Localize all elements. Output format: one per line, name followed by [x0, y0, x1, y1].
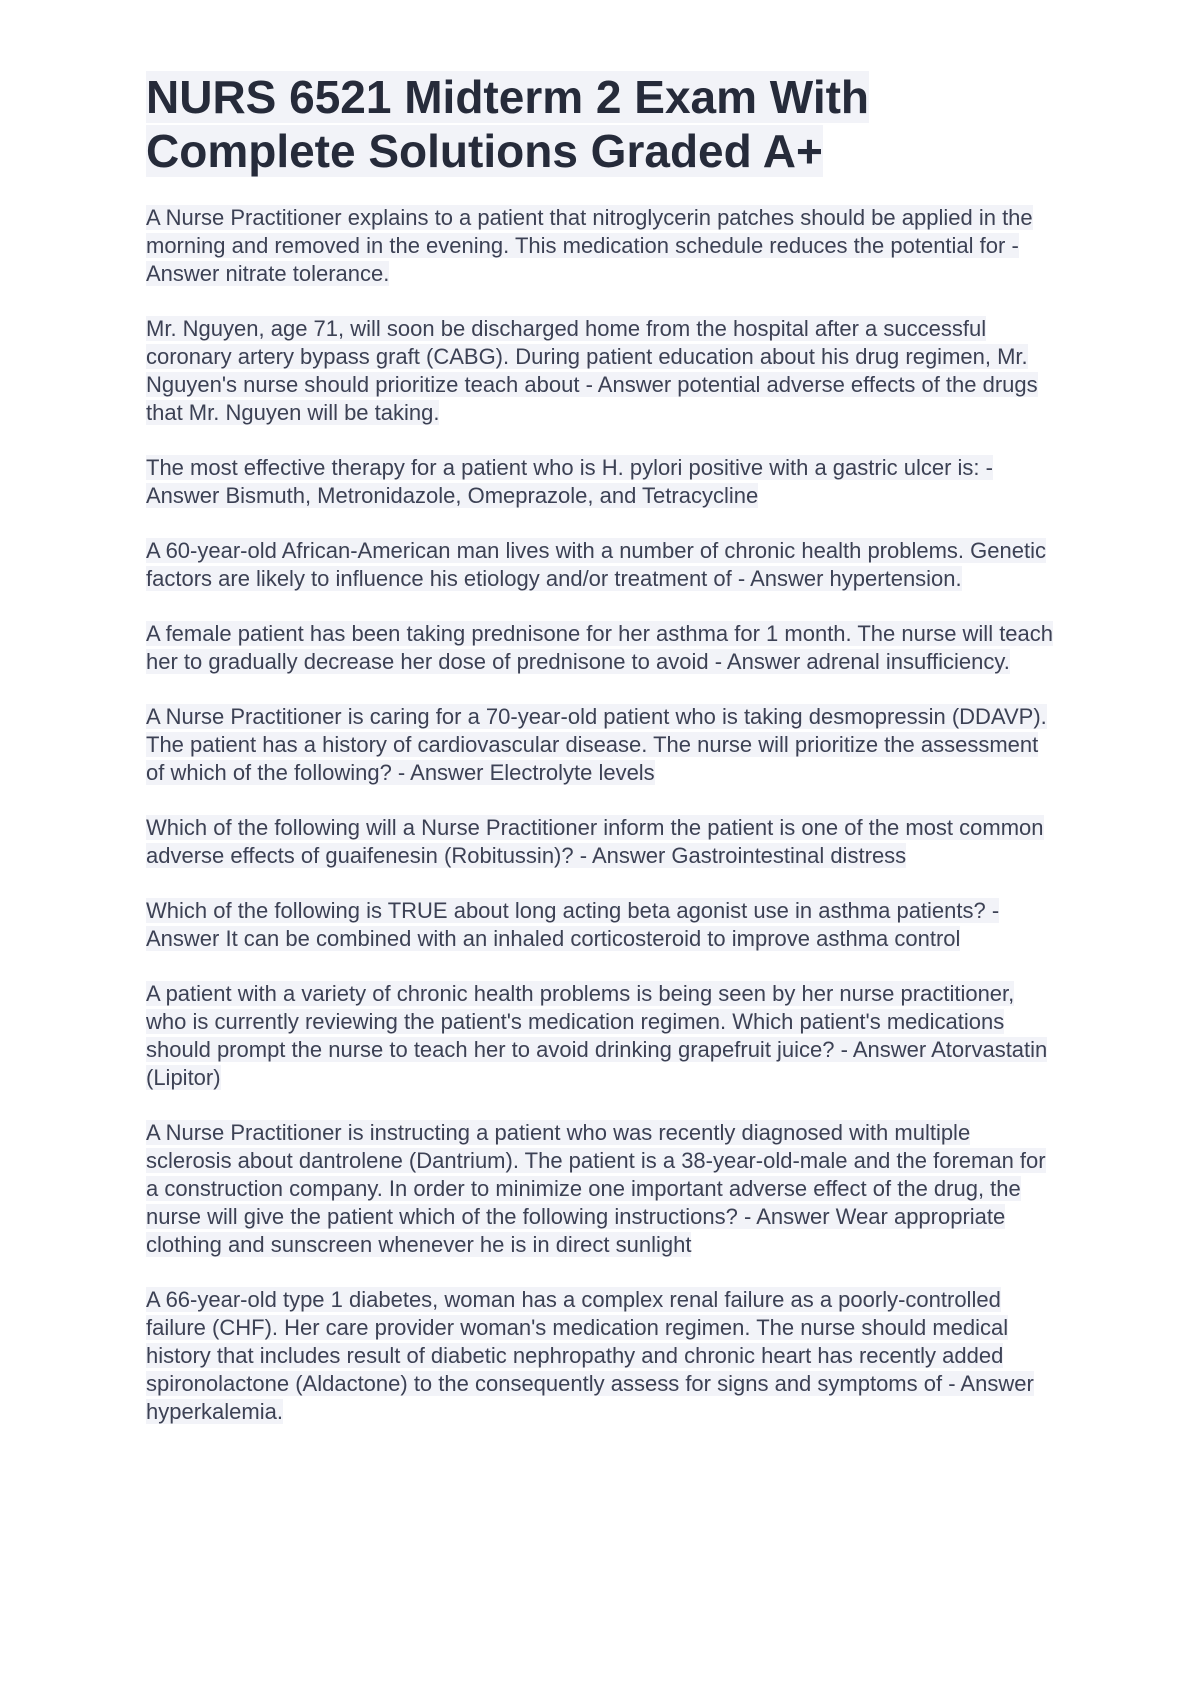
qa-item-2-text: Mr. Nguyen, age 71, will soon be discharged home from the hospital after a successful coronary artery bypass graft (CABG). During patient education about his drug regimen, Mr. Nguyen's nurse should prioritize teach about - Answer potential adverse effects of the drugs that Mr. Nguyen will be taking. [146, 316, 1038, 425]
qa-item-6 [146, 703, 1058, 787]
qa-item-7 [146, 814, 1058, 870]
qa-item-4-text: A 60-year-old African-American man lives with a number of chronic health problems. Genetic factors are likely to influence his etiology and/or treatment of - Answer hypertension. [146, 538, 1046, 591]
qa-item-2 [146, 315, 1058, 427]
qa-item-6-text: A Nurse Practitioner is caring for a 70-year-old patient who is taking desmopressin (DDAVP). The patient has a history of cardiovascular disease. The nurse will prioritize the assessment of which of the following? - Answer Electrolyte levels [146, 704, 1047, 785]
qa-item-10 [146, 1119, 1058, 1259]
qa-item-7-text: Which of the following will a Nurse Practitioner inform the patient is one of the most common adverse effects of guaifenesin (Robitussin)? - Answer Gastrointestinal distress [146, 815, 1044, 868]
qa-item-5 [146, 620, 1058, 676]
qa-item-9 [146, 980, 1058, 1092]
qa-item-11-text: A 66-year-old type 1 diabetes, woman has a complex renal failure as a poorly-controlled failure (CHF). Her care provider woman's medication regimen. The nurse should medical history that includes result of diabetic nephropathy and chronic heart has recently added spironolactone (Aldactone) to the consequently assess for signs and symptoms of - Answer hyperkalemia. [146, 1287, 1034, 1424]
qa-item-3-text: The most effective therapy for a patient who is H. pylori positive with a gastric ulcer is: - Answer Bismuth, Metronidazole, Omeprazole, and Tetracycline [146, 455, 993, 508]
qa-item-4 [146, 537, 1058, 593]
qa-item-8-text: Which of the following is TRUE about long acting beta agonist use in asthma patients? - Answer It can be combined with an inhaled corticosteroid to improve asthma control [146, 898, 1000, 951]
qa-item-1-text: A Nurse Practitioner explains to a patient that nitroglycerin patches should be applied in the morning and removed in the evening. This medication schedule reduces the potential for - Answer nitrate tolerance. [146, 205, 1033, 286]
qa-item-5-text: A female patient has been taking prednisone for her asthma for 1 month. The nurse will teach her to gradually decrease her dose of prednisone to avoid - Answer adrenal insufficiency. [146, 621, 1054, 674]
qa-item-8 [146, 897, 1058, 953]
qa-item-9-text: A patient with a variety of chronic health problems is being seen by her nurse practitioner, who is currently reviewing the patient's medication regimen. Which patient's medications should prompt the nurse to teach her to avoid drinking grapefruit juice? - Answer Atorvastatin (Lipitor) [146, 981, 1048, 1090]
document-content [146, 70, 1058, 1453]
qa-item-10-text: A Nurse Practitioner is instructing a patient who was recently diagnosed with multiple sclerosis about dantrolene (Dantrium). The patient is a 38-year-old-male and the foreman for a construction company. In order to minimize one important adverse effect of the drug, the nurse will give the patient which of the following instructions? - Answer Wear appropriate clothing and sunscreen whenever he is in direct sunlight [146, 1120, 1046, 1257]
document-title-text: NURS 6521 Midterm 2 Exam With Complete Solutions Graded A+ [146, 71, 870, 177]
qa-item-1 [146, 204, 1058, 288]
document-title [146, 70, 1058, 178]
qa-item-11 [146, 1286, 1058, 1426]
qa-item-3 [146, 454, 1058, 510]
